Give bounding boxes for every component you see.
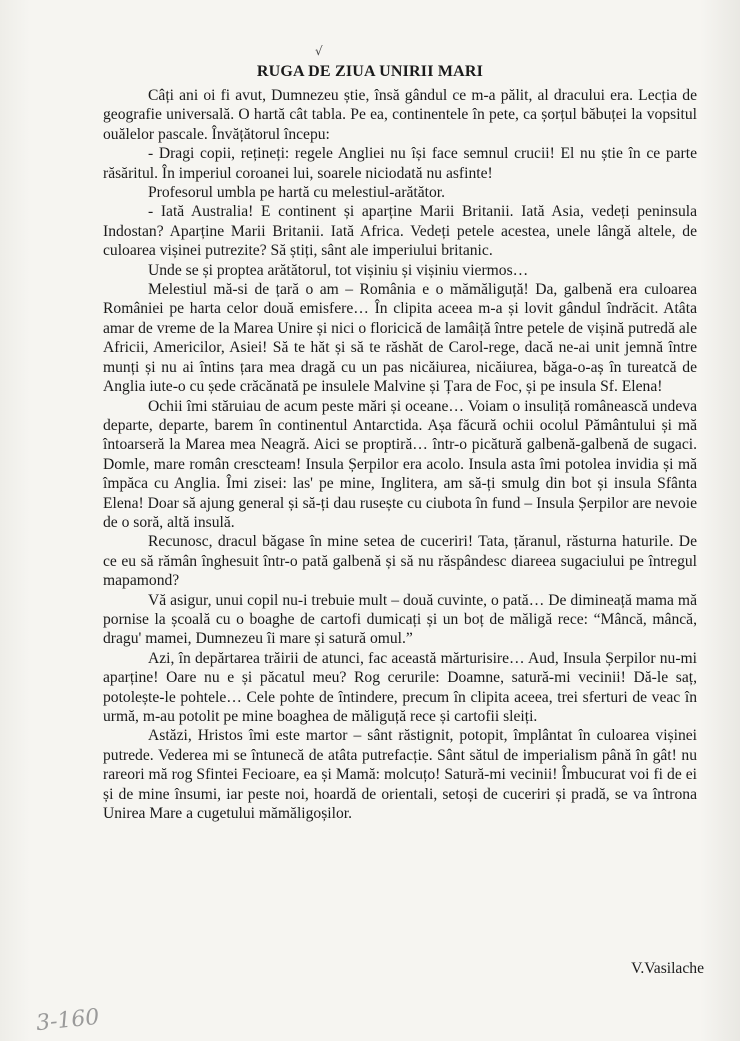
paragraph: Azi, în depărtarea trăirii de atunci, fac această mărturisire… Aud, Insula Șerpilor nu-mi aparține! Oare nu e și păcatul meu? Rog cerurile: Doamne, satură-mi vecinii! Dă-le saț, potolește-le pohtele… Cele pohte de întindere, precum în clipita aceea, trei sferturi de veac în urmă, m-au potolit pe mine boaghea de măliguță rece și cartofii sleiți. <box>103 649 697 725</box>
signature: V.Vasilache <box>631 960 704 977</box>
handwritten-note: 3-160 <box>34 1004 101 1037</box>
paragraph: Melestiul mă-si de țară o am – România e o mămăliguță! Da, galbenă era culoarea României pe harta celor două emisfere… În clipita aceea m-a și lovit gândul îndrăcit. Atâta amar de vreme de la Marea Unire și nici o floricică de lamâiță între petele de vișină putredă ale Africii, Americilor, Asiei! Să te hăt și să te răshăt de Carol-rege, dacă ne-ai unit jemnă între munți și nu ai întins țara mea dragă cu un pas nicăiurea, nicăiurea, băga-o-aș în tureatcă de Anglia iute-o cu șede crăcănată pe insulele Malvine și Țara de Foc, și pe insula Sf. Elena! <box>103 281 697 396</box>
paragraph: Astăzi, Hristos îmi este martor – sânt răstignit, potopit, împlântat în culoarea vișinei putrede. Vederea mi se întunecă de atâta putrefacție. Sânt sătul de imperialism până în gât! nu rareori mă rog Sfintei Fecioare, ea și Mamă: molcuțo! Satură-mi vecinii! Îmbucurat voi fi de ei și de mine însumi, iar peste noi, hoardă de orientali, setoși de cuceriri și pradă, se va întrona Unirea Mare a cugetului mămăligoșilor. <box>103 727 697 823</box>
paragraph: - Iată Australia! E continent și aparține Marii Britanii. Iată Asia, vedeți peninsula Indostan? Aparține Marii Britanii. Iată Africa. Vedeți petele acestea, unele lângă altele, de culoarea vișinei putrezite? Să știți, sânt ale imperiului britanic. <box>103 203 697 260</box>
check-mark: √ <box>315 44 323 58</box>
document-body <box>103 86 697 823</box>
paragraph: Vă asigur, unui copil nu-i trebuie mult – două cuvinte, o pată… De dimineață mama mă pornise la școală cu o boaghe de cartofi dumicați și un boț de măligă rece: “Mâncă, mâncă, dragu' mamei, Dumnezeu îi mare și satură omul.” <box>103 591 697 648</box>
paragraph: - Dragi copii, rețineți: regele Angliei nu își face semnul crucii! El nu știe în ce parte răsăritul. În imperiul coroanei lui, soarele niciodată nu asfinte! <box>103 145 697 182</box>
paragraph: Profesorul umbla pe hartă cu melestiul-arătător. <box>148 184 446 202</box>
paragraph: Recunosc, dracul băgase în mine setea de cuceriri! Tata, țăranul, răsturna haturile. De ce eu să rămân înghesuit într-o pată galbenă și să nu răspândesc diareea sugaciului pe întregul mapamond? <box>103 533 697 590</box>
paragraph: Unde se și proptea arătătorul, tot vișiniu și vișiniu viermos… <box>148 261 529 279</box>
document-title: RUGA DE ZIUA UNIRII MARI <box>256 63 484 80</box>
paragraph: Câți ani oi fi avut, Dumnezeu știe, însă gândul ce m-a pălit, al dracului era. Lecția de geografie universală. O hartă cât tabla. Pe ea, continentele în pete, ca șorțul băbuței la vopsitul ouălelor pascale. Învățătorul începu: <box>103 87 697 143</box>
paragraph: Ochii îmi stăruiau de acum peste mări și oceane… Voiam o insuliță românească undeva departe, departe, barem în continentul Antarctida. Așa făcură ochii ocolul Pământului și mă întoarseră la Marea mea Neagră. Aici se proptiră… într-o picătură galbenă-galbenă de sugaci. Domle, mare român crescteam! Insula Șerpilor era acolo. Insula asta îmi potolea invidia și mă împăca cu Anglia. Îmi zisei: las' pe mine, Inglitera, am să-ți smulg din bot și insula Sfânta Elena! Doar să ajung general și să-ți dau rusește cu ciubota în fund – Insula Șerpilor are nevoie de o soră, altă insulă. <box>103 397 697 531</box>
